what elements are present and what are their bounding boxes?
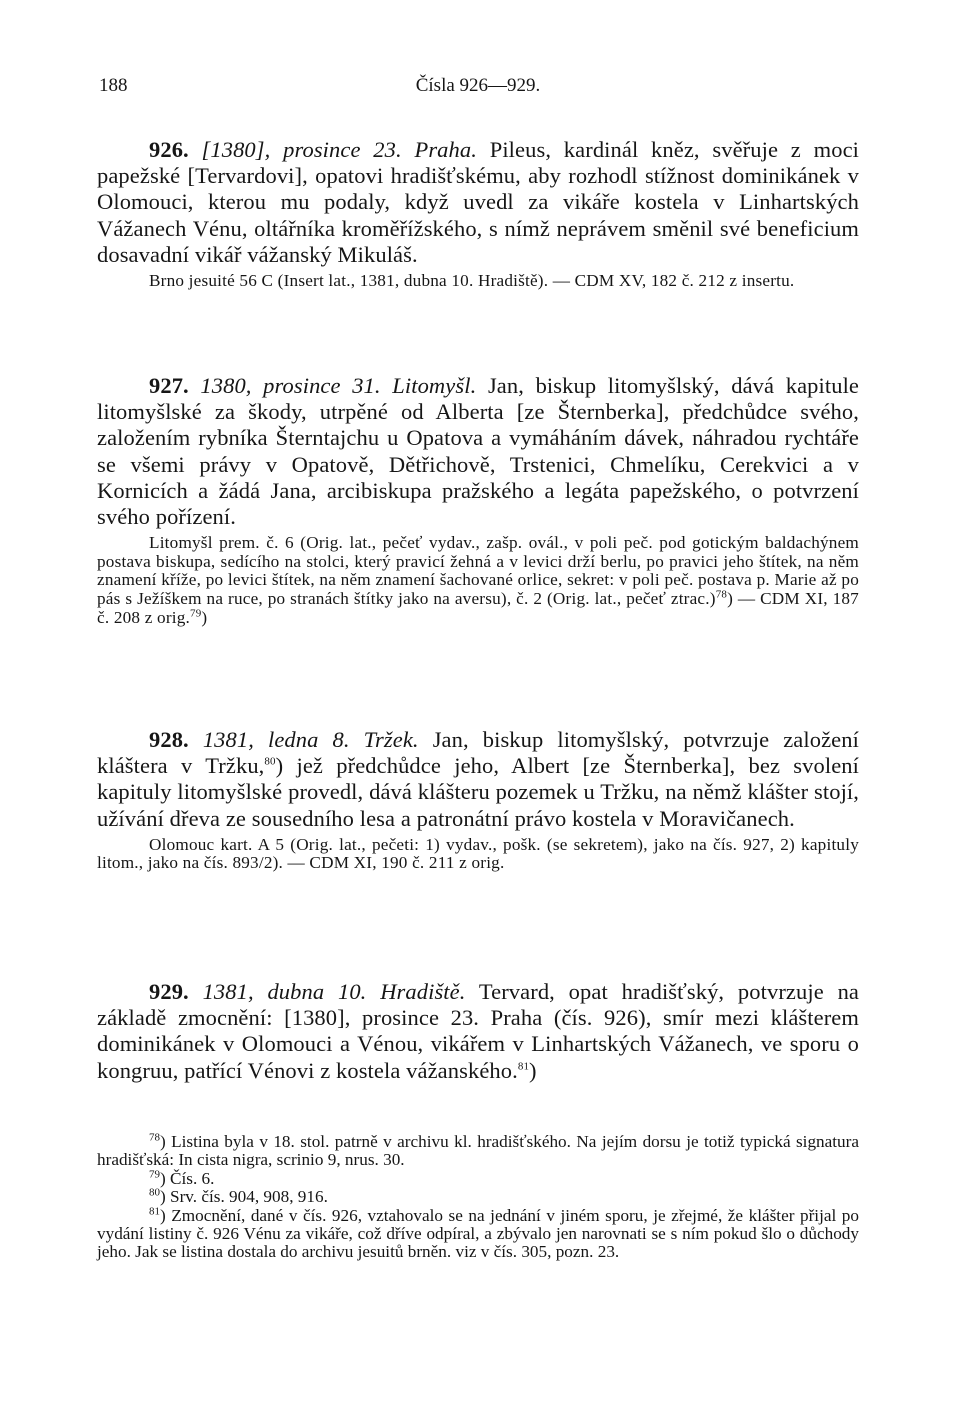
regest-paragraph xyxy=(97,727,859,832)
footnote-80 xyxy=(97,1188,859,1206)
entry-date: 1380, prosince 31. xyxy=(200,373,381,398)
footnote-ref[interactable]: 81 xyxy=(517,1060,530,1073)
page-header xyxy=(97,75,859,99)
entry-text: ) xyxy=(529,1057,537,1083)
entry-date: 1381, ledna 8. xyxy=(202,727,350,752)
footnote-ref[interactable]: 78 xyxy=(715,588,728,601)
entry-text: Jan, biskup litomyšlský, potvrzuje založení kláštera v Tržku, xyxy=(97,727,859,779)
page-number: 188 xyxy=(99,75,128,96)
entry-place: Praha. xyxy=(414,137,477,162)
entry-place: Hradiště. xyxy=(380,979,466,1004)
entry-number: 928. xyxy=(149,727,189,752)
source-note: Olomouc kart. A 5 (Orig. lat., pečeti: 1) vydav., pošk. (se sekretem), jako na čís. 927, 2) kapituly litom., jako na čís. 893/2). — CDM XI, 190 č. 211 z orig. xyxy=(97,834,859,873)
source-text: ) — CDM XI, 187 č. 208 z orig. xyxy=(97,589,859,627)
footnote-text: ) Čís. 6. xyxy=(160,1168,215,1188)
source-text: ) xyxy=(201,607,208,627)
entry-number: 927. xyxy=(149,373,189,398)
footnote-text: ) Listina byla v 18. stol. patrně v archivu kl. hradišťského. Na jejím dorsu je totiž typická signatura hradišťská: In cista nigra, scrinio 9, nrus. 30. xyxy=(97,1132,859,1170)
running-title: Čísla 926—929. xyxy=(415,75,541,96)
entry-date: 1381, dubna 10. xyxy=(202,979,367,1004)
footnote-79 xyxy=(97,1170,859,1188)
footnote-ref[interactable]: 79 xyxy=(190,606,202,619)
footnote-mark: 80 xyxy=(149,1186,160,1199)
regest-paragraph xyxy=(97,373,859,530)
footnote-mark: 79 xyxy=(149,1168,160,1181)
regest-paragraph xyxy=(97,979,859,1084)
entry-text: Tervard, opat hradišťský, potvrzuje na základě zmocnění: [1380], prosince 23. Praha (čís. 926), smír mezi klášterem dominikánek v Olomouci a Vénou, vikářem v Linhartských Vážanech, ve sporu o kongruu, patřící Vénovi z kostela vážanského. xyxy=(97,979,860,1083)
entry-text: Jan, biskup litomyšlský, dává kapitule litomyšlské za škody, utrpěné od Alberta [ze Šternberka], předchůdce svého, založením rybníka Šterntajchu u Opatova a vymáháním dávek, náhradou rychtáře se všemi právy v Opatově, Dětřichově, Trstenici, Chmelíku, Cerekvici a v Kornicích a žádá Jana, arcibiskupa pražského a legáta papežského, o potvrzení svého pořízení. xyxy=(97,373,860,530)
source-note xyxy=(97,534,859,627)
footnotes xyxy=(97,1133,859,1262)
source-note: Brno jesuité 56 C (Insert lat., 1381, dubna 10. Hradiště). — CDM XV, 182 č. 212 z insertu. xyxy=(149,271,795,291)
entry-927 xyxy=(97,373,859,627)
entry-number: 929. xyxy=(149,979,189,1004)
entry-place: Litomyšl. xyxy=(392,373,477,398)
footnote-mark: 81 xyxy=(149,1204,160,1217)
entry-929 xyxy=(97,979,859,1084)
entry-926 xyxy=(97,137,859,291)
regest-paragraph xyxy=(97,137,859,268)
footnote-text: ) Srv. čís. 904, 908, 916. xyxy=(160,1187,328,1207)
entry-number: 926. xyxy=(149,137,189,162)
footnote-81 xyxy=(97,1204,859,1262)
footnote-78 xyxy=(97,1133,859,1170)
footnote-ref[interactable]: 80 xyxy=(264,755,276,768)
entry-place: Tržek. xyxy=(363,727,419,752)
footnote-text: ) Zmocnění, dané v čís. 926, vztahovalo se na jednání v jiném sporu, je zřejmé, že klášter přijal po vydání listiny č. 926 Vénu za vikáře, což dříve odpíral, a zbývalo jen narovnati se s ním pokud šlo o důchody jeho. Jak se listina dostala do archivu jesuitů brněn. viz v čís. 305, pozn. 23. xyxy=(97,1205,859,1262)
source-text: Litomyšl prem. č. 6 (Orig. lat., pečeť vydav., zašp. ovál., v poli peč. pod gotickým baldachýnem postava biskupa, sedícího na stolci, který pravicí žehná a v levici drží berlu, po pravici jeho štítek, na něm znamení kříže, po levici štítek, na něm znamení šachované orlice, sekret: v poli peč. postava p. Marie až po pás s Ježíškem na ruce, po stranách štítky jako na aversu), č. 2 (Orig. lat., pečeť ztrac.) xyxy=(97,533,859,608)
footnote-mark: 78 xyxy=(149,1131,160,1144)
entry-text: Pileus, kardinál kněz, svěřuje z moci papežské [Tervardovi], opatovi hradišťskému, aby rozhodl stížnost dominikánek v Olomouci, kterou mu podaly, když uvedl za vikáře kostela v Linhartských Vážanech Vénu, oltářníka kroměřížského, s nímž neprávem směnil své beneficium dosavadní vikář vážanský Mikuláš. xyxy=(97,137,860,267)
entry-text: ) jež předchůdce jeho, Albert [ze Šternberka], bez svolení kapituly litomyšlské provedl, dává klášteru pozemek u Tržku, na němž klášter stojí, užívání dřeva ze sousedního lesa a patronátní právo kostela v Moravičanech. xyxy=(97,753,860,831)
entry-date: [1380], prosince 23. xyxy=(201,137,402,162)
entry-928 xyxy=(97,727,859,873)
